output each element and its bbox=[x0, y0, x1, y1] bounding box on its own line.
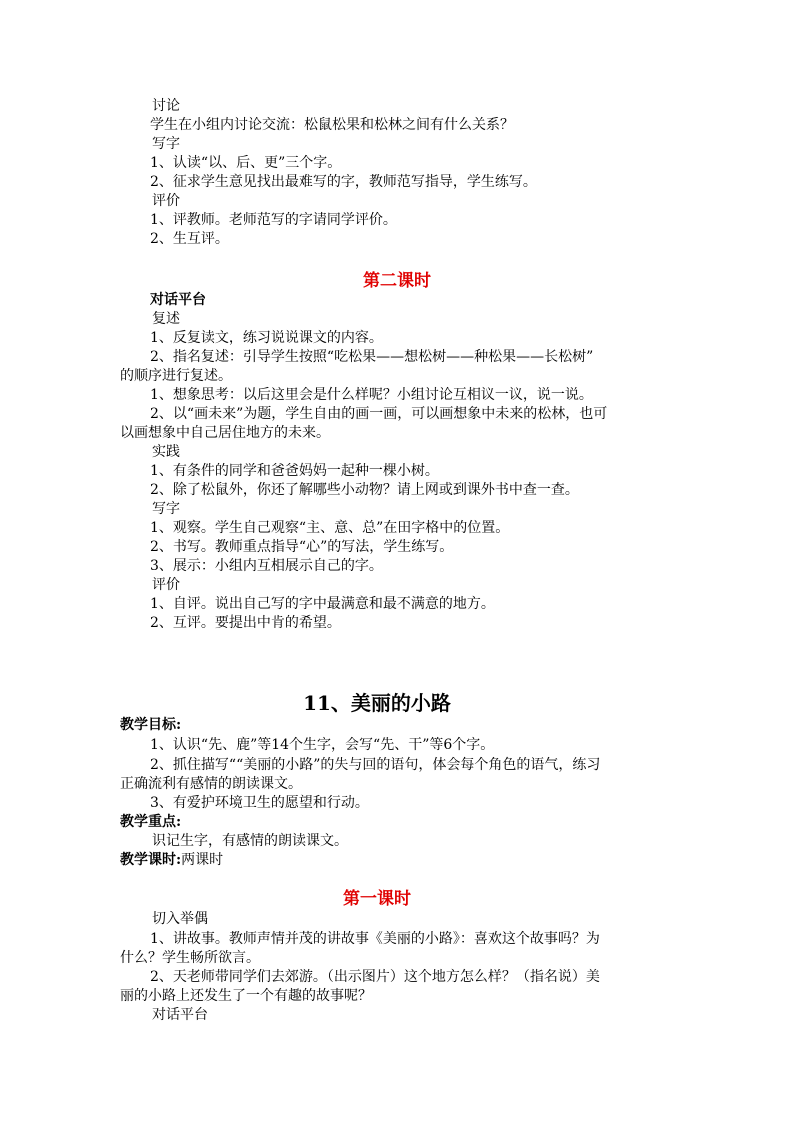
write-item: 1、观察。学生自己观察“主、意、总”在田字格中的位置。 bbox=[150, 520, 510, 536]
goal-item: 3、有爱护环境卫生的愿望和行动。 bbox=[150, 795, 369, 811]
eval-item: 2、生互评。 bbox=[150, 231, 229, 247]
retell-item: 以画想象中自己居住地方的未来。 bbox=[120, 425, 330, 441]
eval-item: 2、互评。要提出中肯的希望。 bbox=[150, 615, 341, 631]
write-item: 2、征求学生意见找出最难写的字，教师范写指导，学生练写。 bbox=[150, 174, 537, 190]
retell-item: 的顺序进行复述。 bbox=[120, 368, 232, 384]
lesson1-title: 第一课时 bbox=[343, 889, 411, 909]
eval-item: 1、自评。说出自己写的字中最满意和最不满意的地方。 bbox=[150, 596, 495, 612]
eval-heading: 评价 bbox=[152, 193, 180, 209]
hours-line bbox=[120, 851, 223, 870]
retell-item: 2、以“画未来”为题，学生自由的画一画，可以画想象中未来的松林，也可 bbox=[150, 406, 608, 422]
write-heading: 写字 bbox=[152, 501, 180, 517]
write-item: 1、认读“以、后、更”三个字。 bbox=[150, 155, 342, 171]
hours-value: 两课时 bbox=[181, 852, 224, 868]
dialog-heading: 对话平台 bbox=[152, 1007, 208, 1023]
write-item: 3、展示：小组内互相展示自己的字。 bbox=[150, 558, 383, 574]
intro-item: 什么？学生畅所欲言。 bbox=[120, 950, 260, 966]
intro-item: 1、讲故事。教师声情并茂的讲故事《美丽的小路》：喜欢这个故事吗？为 bbox=[150, 931, 600, 947]
practice-heading: 实践 bbox=[152, 444, 180, 460]
chapter-title: 11、美丽的小路 bbox=[303, 691, 451, 715]
focus-text: 识记生字，有感情的朗读课文。 bbox=[152, 833, 348, 849]
goal-item: 2、抓住描写““美丽的小路”的失与回的语句，体会每个角色的语气，练习 bbox=[150, 757, 601, 773]
retell-item: 2、指名复述：引导学生按照“吃松果——想松树——种松果——长松树” bbox=[150, 349, 594, 365]
hours-label: 教学课时: bbox=[120, 852, 182, 868]
dialog-heading: 对话平台 bbox=[150, 292, 206, 308]
retell-heading: 复述 bbox=[152, 311, 180, 327]
lesson2-title: 第二课时 bbox=[363, 271, 431, 291]
intro-item: 2、天老师带同学们去郊游。（出示图片）这个地方怎么样？（指名说）美 bbox=[150, 969, 600, 985]
write-item: 2、书写。教师重点指导“心”的写法，学生练写。 bbox=[150, 539, 454, 555]
practice-item: 2、除了松鼠外，你还了解哪些小动物？请上网或到课外书中查一查。 bbox=[150, 482, 579, 498]
goals-label: 教学目标: bbox=[120, 717, 182, 733]
goal-item: 1、认识“先、鹿”等14个生字，会写“先、干”等6个字。 bbox=[150, 737, 495, 753]
discuss-text: 学生在小组内讨论交流：松鼠松果和松林之间有什么关系？ bbox=[150, 117, 514, 133]
write-heading: 写字 bbox=[152, 136, 180, 152]
discuss-heading: 讨论 bbox=[152, 98, 180, 114]
intro-heading: 切入举偶 bbox=[152, 911, 208, 927]
focus-label: 教学重点: bbox=[120, 814, 182, 830]
intro-item: 丽的小路上还发生了一个有趣的故事呢？ bbox=[120, 988, 372, 1004]
eval-item: 1、评教师。老师范写的字请同学评价。 bbox=[150, 212, 397, 228]
practice-item: 1、有条件的同学和爸爸妈妈一起种一棵小树。 bbox=[150, 463, 439, 479]
eval-heading: 评价 bbox=[152, 577, 180, 593]
retell-item: 1、反复读文，练习说说课文的内容。 bbox=[150, 330, 383, 346]
goal-item: 正确流利有感情的朗读课文。 bbox=[120, 776, 302, 792]
retell-item: 1、想象思考：以后这里会是什么样呢？小组讨论互相议一议，说一说。 bbox=[150, 387, 593, 403]
